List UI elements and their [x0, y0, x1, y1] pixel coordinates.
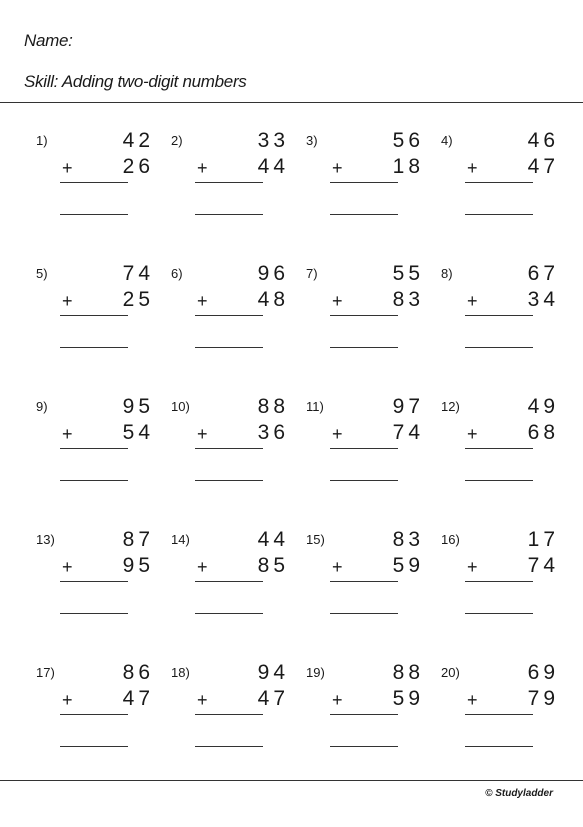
- problem-number: 13): [36, 532, 55, 547]
- answer-blank[interactable]: [195, 746, 263, 747]
- skill-label: Skill: Adding two-digit numbers: [24, 72, 247, 91]
- sum-line: [330, 581, 398, 582]
- answer-blank[interactable]: [330, 214, 398, 215]
- addition-problem: [36, 395, 156, 509]
- second-addend: 59: [392, 554, 424, 577]
- footer-divider: [0, 780, 583, 781]
- second-addend: 59: [392, 687, 424, 710]
- answer-blank[interactable]: [60, 214, 128, 215]
- first-addend: 87: [122, 528, 154, 551]
- plus-sign: +: [197, 690, 208, 710]
- problem-number: 2): [171, 133, 183, 148]
- addition-problem: [36, 129, 156, 243]
- problem-number: 20): [441, 665, 460, 680]
- addition-problem: [306, 661, 426, 775]
- problem-number: 3): [306, 133, 318, 148]
- sum-line: [60, 581, 128, 582]
- answer-blank[interactable]: [60, 746, 128, 747]
- first-addend: 88: [392, 661, 424, 684]
- second-addend: 54: [122, 421, 154, 444]
- name-label: Name:: [24, 31, 73, 50]
- plus-sign: +: [197, 158, 208, 178]
- answer-blank[interactable]: [465, 613, 533, 614]
- sum-line: [465, 581, 533, 582]
- second-addend: 95: [122, 554, 154, 577]
- problem-number: 4): [441, 133, 453, 148]
- second-addend: 74: [527, 554, 559, 577]
- first-addend: 67: [527, 262, 559, 285]
- problem-number: 19): [306, 665, 325, 680]
- second-addend: 79: [527, 687, 559, 710]
- answer-blank[interactable]: [60, 613, 128, 614]
- first-addend: 56: [392, 129, 424, 152]
- problem-number: 8): [441, 266, 453, 281]
- first-addend: 46: [527, 129, 559, 152]
- sum-line: [195, 315, 263, 316]
- plus-sign: +: [332, 291, 343, 311]
- problem-number: 10): [171, 399, 190, 414]
- plus-sign: +: [62, 291, 73, 311]
- first-addend: 86: [122, 661, 154, 684]
- second-addend: 68: [527, 421, 559, 444]
- sum-line: [195, 581, 263, 582]
- addition-problem: [171, 129, 291, 243]
- answer-blank[interactable]: [195, 613, 263, 614]
- plus-sign: +: [467, 158, 478, 178]
- problem-number: 7): [306, 266, 318, 281]
- problem-number: 17): [36, 665, 55, 680]
- second-addend: 44: [257, 155, 289, 178]
- first-addend: 55: [392, 262, 424, 285]
- answer-blank[interactable]: [465, 347, 533, 348]
- first-addend: 74: [122, 262, 154, 285]
- answer-blank[interactable]: [195, 480, 263, 481]
- copyright-notice: © Studyladder: [485, 788, 553, 799]
- sum-line: [330, 714, 398, 715]
- problem-number: 16): [441, 532, 460, 547]
- problem-number: 14): [171, 532, 190, 547]
- addition-problem: [441, 395, 561, 509]
- second-addend: 47: [257, 687, 289, 710]
- sum-line: [330, 182, 398, 183]
- addition-problem: [441, 262, 561, 376]
- sum-line: [195, 448, 263, 449]
- sum-line: [195, 182, 263, 183]
- sum-line: [330, 448, 398, 449]
- plus-sign: +: [197, 557, 208, 577]
- addition-problem: [36, 661, 156, 775]
- addition-problem: [306, 528, 426, 642]
- problem-number: 11): [306, 399, 324, 414]
- first-addend: 97: [392, 395, 424, 418]
- plus-sign: +: [62, 690, 73, 710]
- sum-line: [60, 182, 128, 183]
- second-addend: 83: [392, 288, 424, 311]
- addition-problem: [171, 528, 291, 642]
- second-addend: 47: [122, 687, 154, 710]
- plus-sign: +: [332, 690, 343, 710]
- sum-line: [465, 182, 533, 183]
- addition-problem: [171, 395, 291, 509]
- problem-number: 15): [306, 532, 325, 547]
- second-addend: 74: [392, 421, 424, 444]
- addition-problem: [171, 661, 291, 775]
- plus-sign: +: [467, 557, 478, 577]
- plus-sign: +: [332, 557, 343, 577]
- answer-blank[interactable]: [465, 480, 533, 481]
- plus-sign: +: [62, 557, 73, 577]
- second-addend: 36: [257, 421, 289, 444]
- plus-sign: +: [332, 158, 343, 178]
- addition-problem: [171, 262, 291, 376]
- answer-blank[interactable]: [330, 347, 398, 348]
- answer-blank[interactable]: [60, 347, 128, 348]
- problem-number: 6): [171, 266, 183, 281]
- sum-line: [195, 714, 263, 715]
- first-addend: 44: [257, 528, 289, 551]
- sum-line: [60, 714, 128, 715]
- plus-sign: +: [197, 424, 208, 444]
- addition-problem: [306, 129, 426, 243]
- second-addend: 48: [257, 288, 289, 311]
- second-addend: 47: [527, 155, 559, 178]
- plus-sign: +: [467, 690, 478, 710]
- addition-problem: [441, 661, 561, 775]
- addition-problem: [306, 262, 426, 376]
- addition-problem: [441, 528, 561, 642]
- plus-sign: +: [197, 291, 208, 311]
- answer-blank[interactable]: [465, 214, 533, 215]
- plus-sign: +: [467, 291, 478, 311]
- plus-sign: +: [62, 158, 73, 178]
- first-addend: 33: [257, 129, 289, 152]
- addition-problem: [36, 262, 156, 376]
- plus-sign: +: [332, 424, 343, 444]
- addition-problem: [441, 129, 561, 243]
- answer-blank[interactable]: [330, 480, 398, 481]
- first-addend: 88: [257, 395, 289, 418]
- addition-problem: [36, 528, 156, 642]
- problem-number: 5): [36, 266, 48, 281]
- answer-blank[interactable]: [195, 214, 263, 215]
- first-addend: 17: [527, 528, 559, 551]
- sum-line: [465, 714, 533, 715]
- answer-blank[interactable]: [330, 746, 398, 747]
- plus-sign: +: [62, 424, 73, 444]
- problem-number: 9): [36, 399, 48, 414]
- problem-number: 18): [171, 665, 190, 680]
- sum-line: [465, 448, 533, 449]
- plus-sign: +: [467, 424, 478, 444]
- addition-problem: [306, 395, 426, 509]
- sum-line: [60, 315, 128, 316]
- problem-number: 1): [36, 133, 48, 148]
- sum-line: [465, 315, 533, 316]
- first-addend: 83: [392, 528, 424, 551]
- sum-line: [60, 448, 128, 449]
- first-addend: 94: [257, 661, 289, 684]
- first-addend: 42: [122, 129, 154, 152]
- first-addend: 49: [527, 395, 559, 418]
- second-addend: 26: [122, 155, 154, 178]
- sum-line: [330, 315, 398, 316]
- first-addend: 95: [122, 395, 154, 418]
- second-addend: 18: [392, 155, 424, 178]
- problem-number: 12): [441, 399, 460, 414]
- answer-blank[interactable]: [465, 746, 533, 747]
- answer-blank[interactable]: [330, 613, 398, 614]
- answer-blank[interactable]: [60, 480, 128, 481]
- second-addend: 34: [527, 288, 559, 311]
- second-addend: 25: [122, 288, 154, 311]
- first-addend: 69: [527, 661, 559, 684]
- second-addend: 85: [257, 554, 289, 577]
- answer-blank[interactable]: [195, 347, 263, 348]
- first-addend: 96: [257, 262, 289, 285]
